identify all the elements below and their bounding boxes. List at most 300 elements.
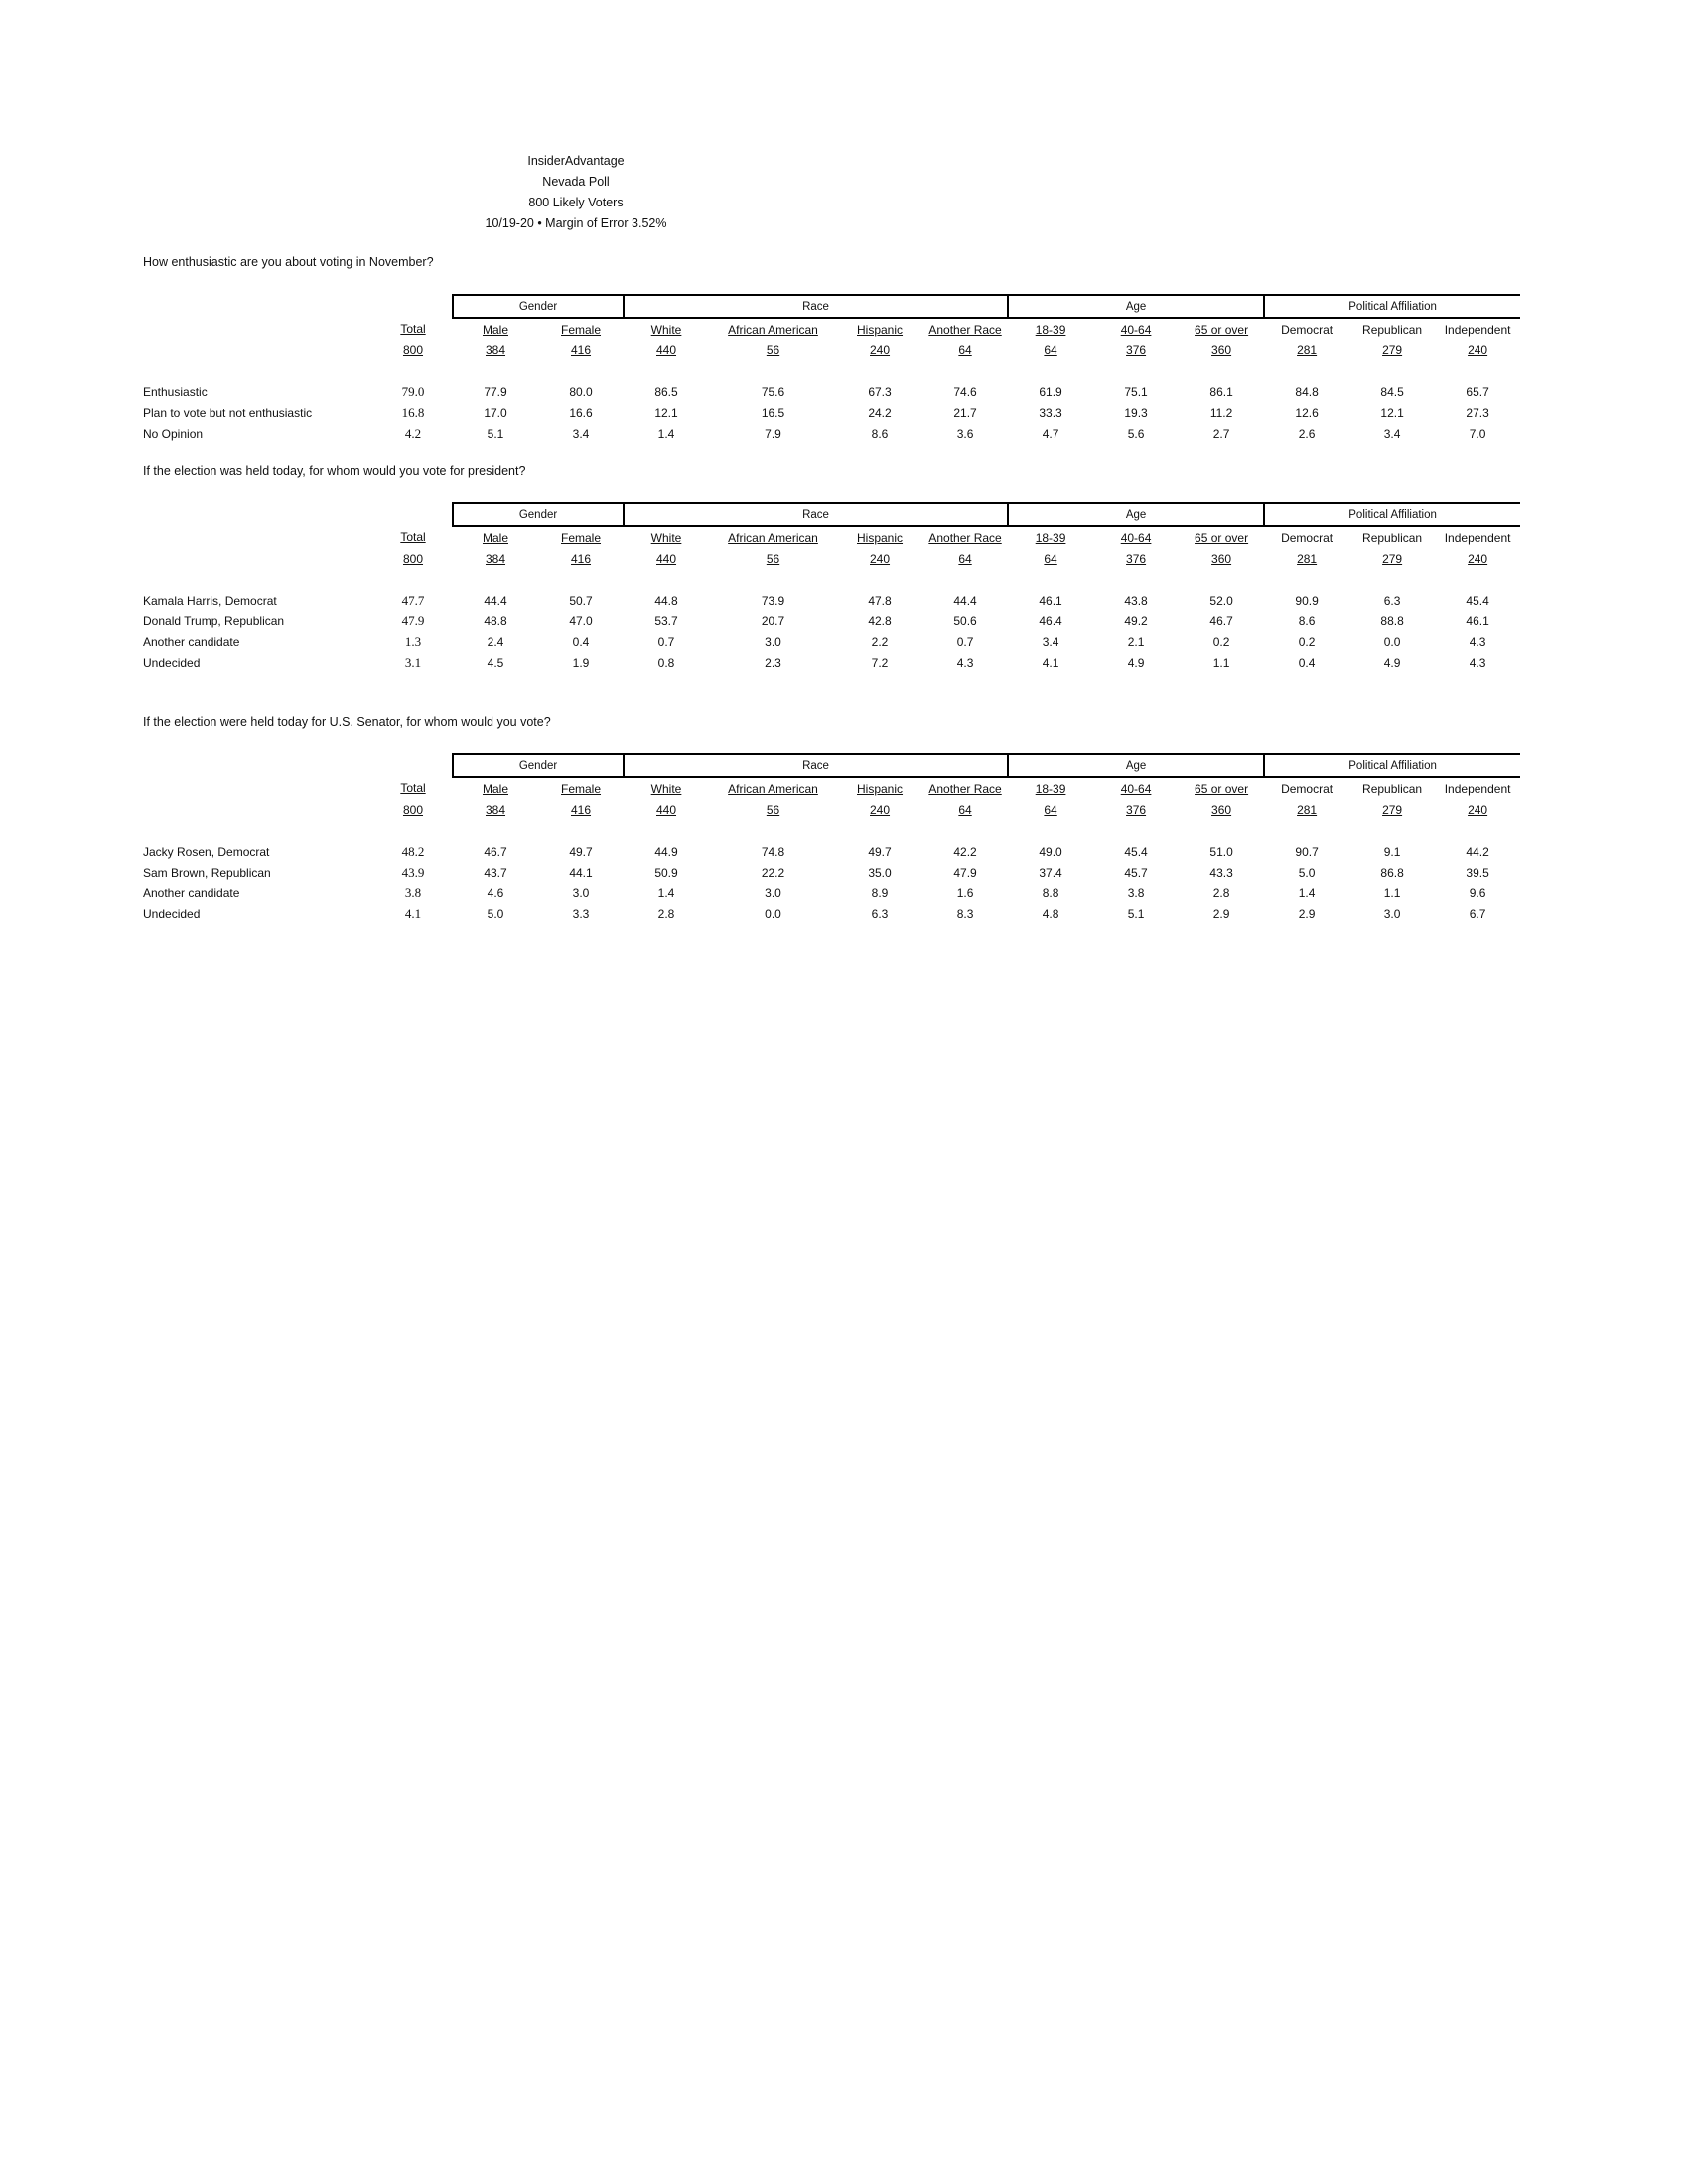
value-cell: 86.1	[1209, 384, 1233, 399]
value-cell: 21.7	[953, 405, 977, 420]
value-cell: 0.0	[1383, 634, 1401, 649]
value-cell: 3.0	[1383, 906, 1401, 921]
value-cell: 53.7	[654, 614, 678, 628]
row-label: Another candidate	[143, 886, 240, 900]
sample-size-value: 64	[958, 802, 972, 817]
sample-size-cell	[538, 340, 624, 360]
sample-size-value: 384	[485, 802, 506, 817]
sample-size-cell	[538, 799, 624, 820]
sample-size-value: 240	[870, 802, 891, 817]
sample-size-cell	[709, 548, 837, 569]
value-cell: 4.1	[1042, 655, 1059, 670]
sample-size-value: 800	[402, 551, 424, 566]
value-cell: 4.5	[487, 655, 504, 670]
value-cell: 44.9	[654, 844, 678, 859]
column-header-65-or-over	[1179, 777, 1264, 799]
value-cell: 3.0	[765, 886, 781, 900]
table-row	[143, 652, 1520, 673]
value-cell: 80.0	[569, 384, 593, 399]
column-header-label: Male	[482, 781, 508, 796]
column-header-independent	[1435, 526, 1520, 548]
sample-size-value: 64	[958, 551, 972, 566]
value-cell: 5.1	[1127, 906, 1145, 921]
value-cell: 75.1	[1124, 384, 1148, 399]
column-header-label: Republican	[1362, 781, 1423, 796]
sample-size-value: 240	[1468, 802, 1488, 817]
value-cell: 0.0	[765, 906, 781, 921]
sample-size-cell	[373, 340, 453, 360]
column-header-label: Male	[482, 530, 508, 545]
value-cell: 12.1	[654, 405, 678, 420]
value-cell: 46.4	[1039, 614, 1062, 628]
column-header-label: 40-64	[1120, 781, 1152, 796]
row-label: Undecided	[143, 906, 201, 921]
value-cell: 3.8	[1127, 886, 1145, 900]
column-header-total	[373, 777, 453, 799]
group-header-political: Political Affiliation	[1264, 754, 1520, 777]
value-cell: 49.7	[569, 844, 593, 859]
column-header-label: 18-39	[1035, 530, 1066, 545]
column-header-another-race	[922, 526, 1008, 548]
value-cell: 90.9	[1295, 593, 1319, 608]
group-header-gender: Gender	[453, 295, 624, 318]
value-cell: 4.9	[1383, 655, 1401, 670]
value-cell: 61.9	[1039, 384, 1062, 399]
value-cell: 50.6	[953, 614, 977, 628]
value-cell: 16.5	[761, 405, 785, 420]
column-header-label: Another Race	[928, 530, 1002, 545]
row-label: No Opinion	[143, 426, 204, 441]
sample-size-value: 279	[1382, 342, 1403, 357]
value-cell: 9.6	[1469, 886, 1486, 900]
value-cell: 0.4	[1298, 655, 1316, 670]
value-cell: 7.2	[871, 655, 889, 670]
column-header-republican	[1349, 777, 1435, 799]
value-cell: 2.2	[871, 634, 889, 649]
column-header-label: Another Race	[928, 781, 1002, 796]
value-cell: 33.3	[1039, 405, 1062, 420]
column-header-female	[538, 318, 624, 340]
value-cell: 5.0	[1298, 865, 1316, 880]
column-header-another-race	[922, 777, 1008, 799]
sample-size-value: 440	[656, 342, 677, 357]
value-cell: 3.4	[572, 426, 590, 441]
sample-size-value: 416	[570, 802, 592, 817]
sample-size-row	[143, 340, 1520, 360]
spacer-cell	[143, 360, 1520, 381]
row-label-spacer	[143, 777, 373, 799]
value-cell: 9.1	[1383, 844, 1401, 859]
value-cell: 77.9	[484, 384, 507, 399]
column-header-white	[624, 777, 709, 799]
column-header-label: Female	[561, 322, 602, 337]
column-header-label: Republican	[1362, 530, 1423, 545]
column-header-label: Total	[400, 781, 426, 795]
value-cell: 0.2	[1212, 634, 1230, 649]
column-header-republican	[1349, 526, 1435, 548]
column-header-democrat	[1264, 318, 1349, 340]
group-header-spacer	[143, 503, 453, 526]
column-header-label: Total	[400, 322, 426, 336]
value-cell: 39.5	[1466, 865, 1489, 880]
sample-size-cell	[1179, 799, 1264, 820]
value-cell: 1.4	[657, 426, 675, 441]
sample-size-value: 376	[1126, 802, 1147, 817]
value-cell: 43.3	[1209, 865, 1233, 880]
column-header-independent	[1435, 318, 1520, 340]
value-cell: 4.8	[1042, 906, 1059, 921]
group-header-gender: Gender	[453, 754, 624, 777]
table-row	[143, 590, 1520, 611]
table-row	[143, 631, 1520, 652]
value-cell: 45.7	[1124, 865, 1148, 880]
row-label: Sam Brown, Republican	[143, 865, 271, 880]
group-header-age: Age	[1008, 754, 1264, 777]
value-cell: 12.1	[1380, 405, 1404, 420]
group-header-age: Age	[1008, 503, 1264, 526]
column-header-label: Male	[482, 322, 508, 337]
question-senate: If the election were held today for U.S. Senator, for whom would you vote?	[143, 715, 551, 729]
value-cell: 3.3	[572, 906, 590, 921]
sample-size-cell	[1093, 799, 1179, 820]
sample-size-cell	[922, 340, 1008, 360]
value-cell: 49.7	[868, 844, 892, 859]
column-header-label: Independent	[1444, 530, 1511, 545]
column-header-18-39	[1008, 318, 1093, 340]
value-cell: 48.8	[484, 614, 507, 628]
value-cell: 0.2	[1298, 634, 1316, 649]
column-header-label: 40-64	[1120, 322, 1152, 337]
group-header-race: Race	[624, 295, 1008, 318]
total-value: 47.7	[401, 592, 425, 608]
table-row	[143, 423, 1520, 444]
value-cell: 5.1	[487, 426, 504, 441]
value-cell: 22.2	[761, 865, 785, 880]
value-cell: 46.1	[1466, 614, 1489, 628]
column-header-label: African American	[728, 781, 818, 796]
group-header-row	[143, 295, 1520, 318]
crosstab-enthusiasm	[143, 294, 1520, 444]
column-header-white	[624, 318, 709, 340]
value-cell: 2.9	[1212, 906, 1230, 921]
sample-size-cell	[624, 548, 709, 569]
column-header-65-or-over	[1179, 318, 1264, 340]
value-cell: 47.9	[953, 865, 977, 880]
sample-size-value: 279	[1382, 802, 1403, 817]
column-header-female	[538, 526, 624, 548]
sample-size-value: 360	[1211, 551, 1232, 566]
spacer-cell	[143, 820, 1520, 841]
column-header-label: Hispanic	[857, 781, 904, 796]
column-header-label: Democrat	[1281, 322, 1334, 337]
value-cell: 3.0	[765, 634, 781, 649]
value-cell: 0.7	[956, 634, 974, 649]
sample-size-value: 416	[570, 551, 592, 566]
sample-size-cell	[1435, 799, 1520, 820]
column-header-total	[373, 526, 453, 548]
value-cell: 3.4	[1383, 426, 1401, 441]
sample-size-value: 279	[1382, 551, 1403, 566]
value-cell: 86.8	[1380, 865, 1404, 880]
table-row	[143, 883, 1520, 903]
value-cell: 1.6	[956, 886, 974, 900]
column-header-another-race	[922, 318, 1008, 340]
crosstab-president	[143, 502, 1520, 673]
row-label-spacer	[143, 340, 373, 360]
sample-size-value: 360	[1211, 342, 1232, 357]
value-cell: 35.0	[868, 865, 892, 880]
sample-size-cell	[624, 340, 709, 360]
sample-size-value: 281	[1297, 342, 1318, 357]
value-cell: 8.6	[1298, 614, 1316, 628]
sample-size-cell	[1264, 799, 1349, 820]
sample-size-cell	[837, 548, 922, 569]
value-cell: 50.7	[569, 593, 593, 608]
column-header-label: Hispanic	[857, 322, 904, 337]
value-cell: 44.2	[1466, 844, 1489, 859]
value-cell: 20.7	[761, 614, 785, 628]
sample-size-cell	[837, 340, 922, 360]
column-header-label: 65 or over	[1195, 322, 1249, 337]
column-header-label: Democrat	[1281, 781, 1334, 796]
value-cell: 19.3	[1124, 405, 1148, 420]
value-cell: 74.6	[953, 384, 977, 399]
group-header-spacer	[143, 295, 453, 318]
value-cell: 74.8	[761, 844, 785, 859]
value-cell: 1.4	[657, 886, 675, 900]
value-cell: 6.3	[1383, 593, 1401, 608]
value-cell: 46.1	[1039, 593, 1062, 608]
column-header-18-39	[1008, 526, 1093, 548]
table-row	[143, 862, 1520, 883]
table-row	[143, 381, 1520, 402]
value-cell: 17.0	[484, 405, 507, 420]
value-cell: 0.8	[657, 655, 675, 670]
column-header-hispanic	[837, 318, 922, 340]
value-cell: 4.3	[956, 655, 974, 670]
value-cell: 90.7	[1295, 844, 1319, 859]
column-header-female	[538, 777, 624, 799]
value-cell: 47.0	[569, 614, 593, 628]
value-cell: 2.6	[1298, 426, 1316, 441]
value-cell: 7.0	[1469, 426, 1486, 441]
sample-size-value: 360	[1211, 802, 1232, 817]
sample-size-value: 384	[485, 342, 506, 357]
row-label-spacer	[143, 526, 373, 548]
value-cell: 0.4	[572, 634, 590, 649]
poll-dates-margin: 10/19-20 • Margin of Error 3.52%	[485, 216, 667, 230]
column-header-label: Female	[561, 781, 602, 796]
group-header-row	[143, 754, 1520, 777]
table-row	[143, 611, 1520, 631]
sample-size-value: 56	[766, 342, 780, 357]
value-cell: 2.8	[657, 906, 675, 921]
column-header-male	[453, 526, 538, 548]
value-cell: 5.6	[1127, 426, 1145, 441]
value-cell: 8.9	[871, 886, 889, 900]
column-header-row	[143, 318, 1520, 340]
sample-size-cell	[373, 548, 453, 569]
sample-size-value: 376	[1126, 551, 1147, 566]
sample-size-cell	[1179, 340, 1264, 360]
value-cell: 51.0	[1209, 844, 1233, 859]
group-header-political: Political Affiliation	[1264, 295, 1520, 318]
sample-size-cell	[1349, 340, 1435, 360]
value-cell: 45.4	[1466, 593, 1489, 608]
value-cell: 86.5	[654, 384, 678, 399]
value-cell: 4.9	[1127, 655, 1145, 670]
sample-size-cell	[1435, 548, 1520, 569]
column-header-label: 18-39	[1035, 322, 1066, 337]
column-header-label: Another Race	[928, 322, 1002, 337]
column-header-label: White	[650, 530, 682, 545]
sample-size-cell	[373, 799, 453, 820]
sample-size-cell	[1264, 548, 1349, 569]
value-cell: 45.4	[1124, 844, 1148, 859]
column-header-label: Total	[400, 530, 426, 544]
row-label: Donald Trump, Republican	[143, 614, 285, 628]
row-label-spacer	[143, 548, 373, 569]
value-cell: 2.8	[1212, 886, 1230, 900]
value-cell: 8.6	[871, 426, 889, 441]
column-header-democrat	[1264, 777, 1349, 799]
column-header-label: Independent	[1444, 322, 1511, 337]
sample-size-row	[143, 799, 1520, 820]
column-header-label: White	[650, 322, 682, 337]
value-cell: 3.4	[1042, 634, 1059, 649]
sample-size-cell	[1093, 548, 1179, 569]
total-value: 16.8	[401, 404, 425, 420]
column-header-label: White	[650, 781, 682, 796]
value-cell: 49.0	[1039, 844, 1062, 859]
value-cell: 5.0	[487, 906, 504, 921]
total-value: 4.1	[404, 905, 422, 921]
column-header-label: Democrat	[1281, 530, 1334, 545]
sample-size-cell	[1349, 799, 1435, 820]
total-value: 48.2	[401, 843, 425, 859]
value-cell: 4.7	[1042, 426, 1059, 441]
column-header-african-american	[709, 777, 837, 799]
row-label: Plan to vote but not enthusiastic	[143, 405, 313, 420]
column-header-male	[453, 777, 538, 799]
value-cell: 43.8	[1124, 593, 1148, 608]
table-spacer-row	[143, 569, 1520, 590]
group-header-age: Age	[1008, 295, 1264, 318]
row-label: Jacky Rosen, Democrat	[143, 844, 270, 859]
sample-size-cell	[1264, 340, 1349, 360]
column-header-label: 18-39	[1035, 781, 1066, 796]
value-cell: 47.8	[868, 593, 892, 608]
value-cell: 44.4	[484, 593, 507, 608]
value-cell: 49.2	[1124, 614, 1148, 628]
table-row	[143, 903, 1520, 924]
sample-size-value: 440	[656, 551, 677, 566]
sample-size-cell	[453, 340, 538, 360]
column-header-republican	[1349, 318, 1435, 340]
column-header-40-64	[1093, 318, 1179, 340]
sample-size-cell	[922, 548, 1008, 569]
column-header-white	[624, 526, 709, 548]
value-cell: 8.8	[1042, 886, 1059, 900]
poll-title: Nevada Poll	[542, 175, 610, 189]
column-header-democrat	[1264, 526, 1349, 548]
value-cell: 67.3	[868, 384, 892, 399]
row-label-spacer	[143, 799, 373, 820]
value-cell: 6.3	[871, 906, 889, 921]
sample-size-value: 800	[402, 802, 424, 817]
row-label: Kamala Harris, Democrat	[143, 593, 277, 608]
sample-size-value: 384	[485, 551, 506, 566]
value-cell: 12.6	[1295, 405, 1319, 420]
sample-size-row	[143, 548, 1520, 569]
value-cell: 16.6	[569, 405, 593, 420]
value-cell: 84.8	[1295, 384, 1319, 399]
value-cell: 6.7	[1469, 906, 1486, 921]
table-spacer-row	[143, 820, 1520, 841]
total-value: 3.1	[404, 654, 422, 670]
crosstab-senate	[143, 753, 1520, 924]
value-cell: 2.4	[487, 634, 504, 649]
poll-header	[437, 151, 715, 234]
column-header-65-or-over	[1179, 526, 1264, 548]
column-header-label: Independent	[1444, 781, 1511, 796]
sample-size-cell	[1093, 340, 1179, 360]
sample-size-value: 440	[656, 802, 677, 817]
value-cell: 2.7	[1212, 426, 1230, 441]
sample-size-cell	[922, 799, 1008, 820]
column-header-african-american	[709, 318, 837, 340]
table-row	[143, 841, 1520, 862]
total-value: 4.2	[404, 425, 422, 441]
sample-size-value: 64	[1044, 342, 1057, 357]
row-label: Another candidate	[143, 634, 240, 649]
column-header-label: Republican	[1362, 322, 1423, 337]
value-cell: 2.1	[1127, 634, 1145, 649]
value-cell: 2.9	[1298, 906, 1316, 921]
row-label: Enthusiastic	[143, 384, 208, 399]
sample-description: 800 Likely Voters	[528, 196, 624, 209]
total-value: 1.3	[404, 633, 422, 649]
sample-size-cell	[1008, 799, 1093, 820]
sample-size-value: 240	[870, 551, 891, 566]
sample-size-cell	[709, 340, 837, 360]
column-header-label: Hispanic	[857, 530, 904, 545]
column-header-18-39	[1008, 777, 1093, 799]
value-cell: 1.9	[572, 655, 590, 670]
value-cell: 24.2	[868, 405, 892, 420]
group-header-race: Race	[624, 503, 1008, 526]
total-value: 47.9	[401, 613, 425, 628]
group-header-row	[143, 503, 1520, 526]
value-cell: 42.8	[868, 614, 892, 628]
sample-size-value: 240	[870, 342, 891, 357]
table-row	[143, 402, 1520, 423]
value-cell: 4.3	[1469, 655, 1486, 670]
value-cell: 3.0	[572, 886, 590, 900]
question-president: If the election was held today, for whom would you vote for president?	[143, 464, 526, 478]
column-header-40-64	[1093, 777, 1179, 799]
sample-size-cell	[1349, 548, 1435, 569]
group-header-spacer	[143, 754, 453, 777]
sample-size-value: 800	[402, 342, 424, 357]
sample-size-cell	[624, 799, 709, 820]
sample-size-cell	[538, 548, 624, 569]
column-header-40-64	[1093, 526, 1179, 548]
value-cell: 73.9	[761, 593, 785, 608]
sample-size-value: 281	[1297, 551, 1318, 566]
sample-size-cell	[1008, 340, 1093, 360]
value-cell: 44.1	[569, 865, 593, 880]
